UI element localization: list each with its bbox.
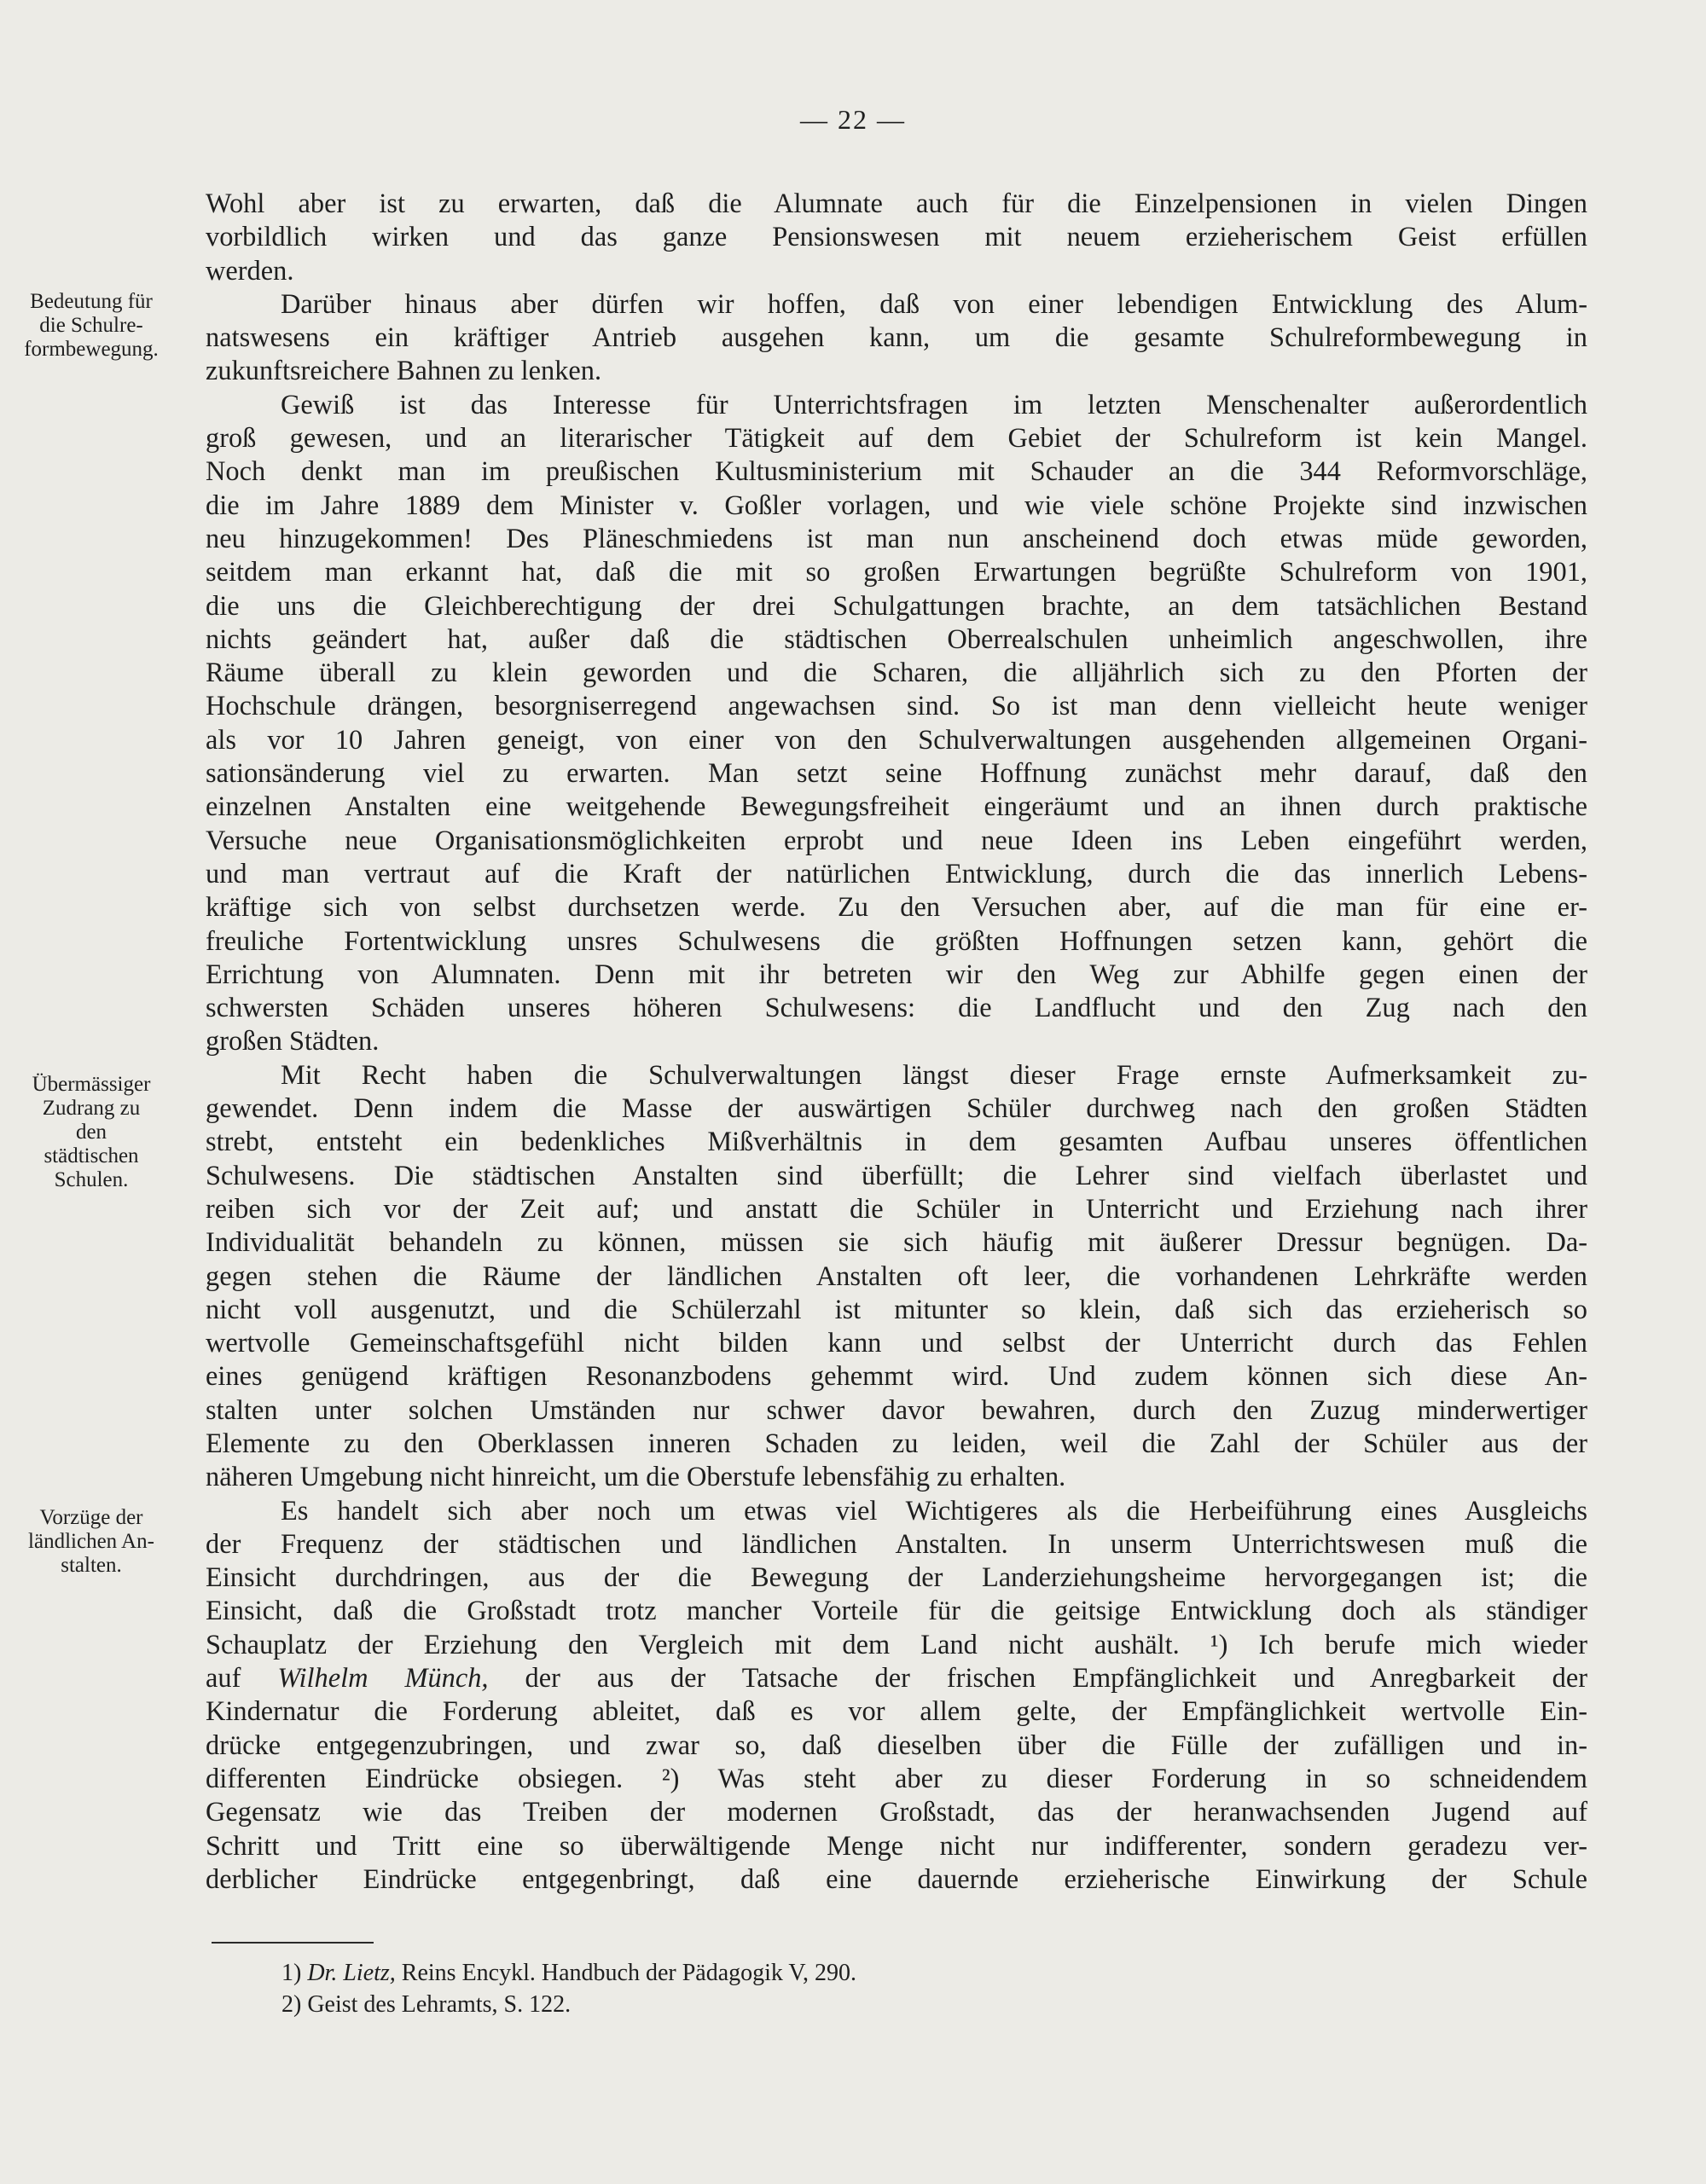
cited-author: Wilhelm Münch, <box>277 1663 489 1694</box>
body-line: eines genügend kräftigen Resonanzbodens gehemmt wird. Und zudem können sich diese An- <box>206 1361 1587 1393</box>
body-line: nichts geändert hat, außer daß die städtischen Oberrealschulen unheimlich angeschwollen, ihre <box>206 623 1587 655</box>
margin-note-line: den <box>75 1121 107 1144</box>
body-line: vorbildlich wirken und das ganze Pensionswesen mit neuem erzieherischem Geist erfüllen <box>206 222 1587 253</box>
body-line: einzelnen Anstalten eine weitgehende Bewegungsfreiheit eingeräumt und an ihnen durch praktische <box>206 791 1587 823</box>
body-line: wertvolle Gemeinschaftsgefühl nicht bilden kann und selbst der Unterricht durch das Fehlen <box>206 1328 1587 1359</box>
body-text-fragment: auf <box>206 1663 241 1694</box>
body-line: großen Städten. <box>206 1026 380 1057</box>
body-line: seitdem man erkannt hat, daß die mit so großen Erwartungen begrüßte Schulreform von 1901, <box>206 557 1587 588</box>
body-line: Mit Recht haben die Schulverwaltungen längst dieser Frage ernste Aufmerksamkeit zu- <box>281 1059 1587 1091</box>
margin-note-line: städtischen <box>44 1144 139 1167</box>
body-line: Versuche neue Organisationsmöglichkeiten erprobt und neue Ideen ins Leben eingeführt werden, <box>206 825 1587 856</box>
body-line: Elemente zu den Oberklassen inneren Schaden zu leiden, weil die Zahl der Schüler aus der <box>206 1428 1587 1459</box>
body-line: sationsänderung viel zu erwarten. Man setzt seine Hoffnung zunächst mehr darauf, daß den <box>206 758 1587 790</box>
body-line: die im Jahre 1889 dem Minister v. Goßler vorlagen, und wie viele schöne Projekte sind inzwischen <box>206 490 1587 521</box>
margin-note-line: Vorzüge der <box>39 1506 143 1529</box>
margin-note-line: formbewegung. <box>24 338 159 361</box>
body-line-with-citation <box>206 1662 1587 1695</box>
body-line: Einsicht, daß die Großstadt trotz mancher Vorteile für die geitsige Entwicklung doch als ständiger <box>206 1596 1587 1627</box>
footnotes <box>281 1957 1390 2020</box>
body-line: Kindernatur die Forderung ableitet, daß es vor allem gelte, der Empfänglichkeit wertvolle Ein- <box>206 1696 1587 1728</box>
body-line: Schauplatz der Erziehung den Vergleich mit dem Land nicht aushält. ¹) Ich berufe mich wieder <box>206 1629 1587 1660</box>
body-line: freuliche Fortentwicklung unsres Schulwesens die größten Hoffnungen setzen kann, gehört die <box>206 925 1587 957</box>
body-line: Es handelt sich aber noch um etwas viel Wichtigeres als die Herbeiführung eines Ausgleichs <box>281 1495 1587 1526</box>
page-number: — 22 — <box>800 104 906 135</box>
footnote-mark: 1) <box>281 1960 302 1986</box>
footnote-text: Reins Encykl. Handbuch der Pädagogik V, 290. <box>401 1960 857 1986</box>
body-line: werden. <box>206 255 294 287</box>
body-line: reiben sich vor der Zeit auf; und anstatt die Schüler in Unterricht und Erziehung nach ihrer <box>206 1193 1587 1225</box>
body-line: Noch denkt man im preußischen Kultusministerium mit Schauder an die 344 Reformvorschläge, <box>206 456 1587 488</box>
body-line: Errichtung von Alumnaten. Denn mit ihr betreten wir den Weg zur Abhilfe gegen einen der <box>206 959 1587 990</box>
footnote-2 <box>281 1989 1390 2020</box>
footnote-text: Geist des Lehramts, S. 122. <box>307 1991 572 2018</box>
body-line: Darüber hinaus aber dürfen wir hoffen, daß von einer lebendigen Entwicklung des Alum- <box>281 288 1587 320</box>
body-line: Gewiß ist das Interesse für Unterrichtsfragen im letzten Menschenalter außerordentlich <box>281 389 1587 420</box>
margin-note-line: ländlichen An- <box>28 1530 154 1553</box>
body-line: Hochschule drängen, besorgniserregend angewachsen sind. So ist man denn vielleicht heute weniger <box>206 691 1587 722</box>
margin-note-line: Schulen. <box>54 1168 129 1191</box>
body-line: der Frequenz der städtischen und ländlichen Anstalten. In unserm Unterrichtswesen muß die <box>206 1528 1587 1560</box>
margin-note-line: Übermässiger <box>32 1073 151 1096</box>
margin-note-line: stalten. <box>61 1554 122 1577</box>
body-line: Räume überall zu klein geworden und die Scharen, die alljährlich sich zu den Pforten der <box>206 658 1587 689</box>
body-line: gegen stehen die Räume der ländlichen Anstalten oft leer, die vorhandenen Lehrkräfte werden <box>206 1260 1587 1292</box>
body-line: nicht voll ausgenutzt, und die Schülerzahl ist mitunter so klein, daß sich das erzieherisch so <box>206 1294 1587 1325</box>
body-line: Schulwesens. Die städtischen Anstalten sind überfüllt; die Lehrer sind vielfach überlastet und <box>206 1160 1587 1191</box>
margin-note-line: Zudrang zu <box>42 1097 141 1120</box>
footnote-author: Dr. Lietz, <box>307 1960 396 1986</box>
body-line: und man vertraut auf die Kraft der natürlichen Entwicklung, durch die das innerlich Lebens- <box>206 858 1587 889</box>
body-line: gewendet. Denn indem die Masse der auswärtigen Schüler durchweg nach den großen Städten <box>206 1093 1587 1125</box>
body-line: als vor 10 Jahren geneigt, von einer von den Schulverwaltungen ausgehenden allgemeinen Organi- <box>206 724 1587 756</box>
body-line: kräftige sich von selbst durchsetzen werde. Zu den Versuchen aber, auf die man für eine er- <box>206 892 1587 924</box>
body-line: drücke entgegenzubringen, und zwar so, daß dieselben über die Fülle der zufälligen und in- <box>206 1729 1587 1761</box>
margin-note-schulreform <box>2 290 181 362</box>
body-line: differenten Eindrücke obsiegen. ²) Was steht aber zu dieser Forderung in so schneidendem <box>206 1763 1587 1794</box>
footnote-mark: 2) <box>281 1991 302 2018</box>
body-line: natswesens ein kräftiger Antrieb ausgehen kann, um die gesamte Schulreformbewegung in <box>206 322 1587 354</box>
body-line: zukunftsreichere Bahnen zu lenken. <box>206 356 602 387</box>
body-text-fragment: der aus der Tatsache der frischen Empfänglichkeit und Anregbarkeit der <box>525 1663 1587 1694</box>
body-line: näheren Umgebung nicht hinreicht, um die Oberstufe lebensfähig zu erhalten. <box>206 1462 1066 1493</box>
body-text <box>206 188 1587 1897</box>
body-line: derblicher Eindrücke entgegenbringt, daß eine dauernde erzieherische Einwirkung der Schule <box>206 1863 1587 1895</box>
body-line: groß gewesen, und an literarischer Tätigkeit auf dem Gebiet der Schulreform ist kein Mangel. <box>206 423 1587 455</box>
body-line: strebt, entsteht ein bedenkliches Mißverhältnis in dem gesamten Aufbau unseres öffentlichen <box>206 1127 1587 1158</box>
body-line: neu hinzugekommen! Des Pläneschmiedens ist man nun anscheinend doch etwas müde geworden, <box>206 523 1587 554</box>
body-line: die uns die Gleichberechtigung der drei Schulgattungen brachte, an dem tatsächlichen Bestand <box>206 590 1587 622</box>
body-line: Individualität behandeln zu können, müssen sie sich häufig mit äußerer Dressur begnügen. Da- <box>206 1227 1587 1259</box>
body-line: schwersten Schäden unseres höheren Schulwesens: die Landflucht und den Zug nach den <box>206 993 1587 1024</box>
body-line: stalten unter solchen Umständen nur schwer davor bewahren, durch den Zuzug minderwertiger <box>206 1394 1587 1426</box>
margin-note-line: die Schulre- <box>39 314 143 337</box>
margin-note-vorzuege <box>2 1506 181 1578</box>
footnote-1 <box>281 1957 1390 1989</box>
body-line: Gegensatz wie das Treiben der modernen Großstadt, das der heranwachsenden Jugend auf <box>206 1797 1587 1828</box>
margin-note-zudrang <box>2 1073 181 1192</box>
footnote-divider <box>212 1942 374 1944</box>
body-line: Schritt und Tritt eine so überwältigende Menge nicht nur indifferenter, sondern geradezu ver- <box>206 1830 1587 1862</box>
body-line: Einsicht durchdringen, aus der die Bewegung der Landerziehungsheime hervorgegangen ist; die <box>206 1562 1587 1594</box>
body-line: Wohl aber ist zu erwarten, daß die Alumnate auch für die Einzelpensionen in vielen Dingen <box>206 188 1587 219</box>
margin-note-line: Bedeutung für <box>30 290 153 313</box>
